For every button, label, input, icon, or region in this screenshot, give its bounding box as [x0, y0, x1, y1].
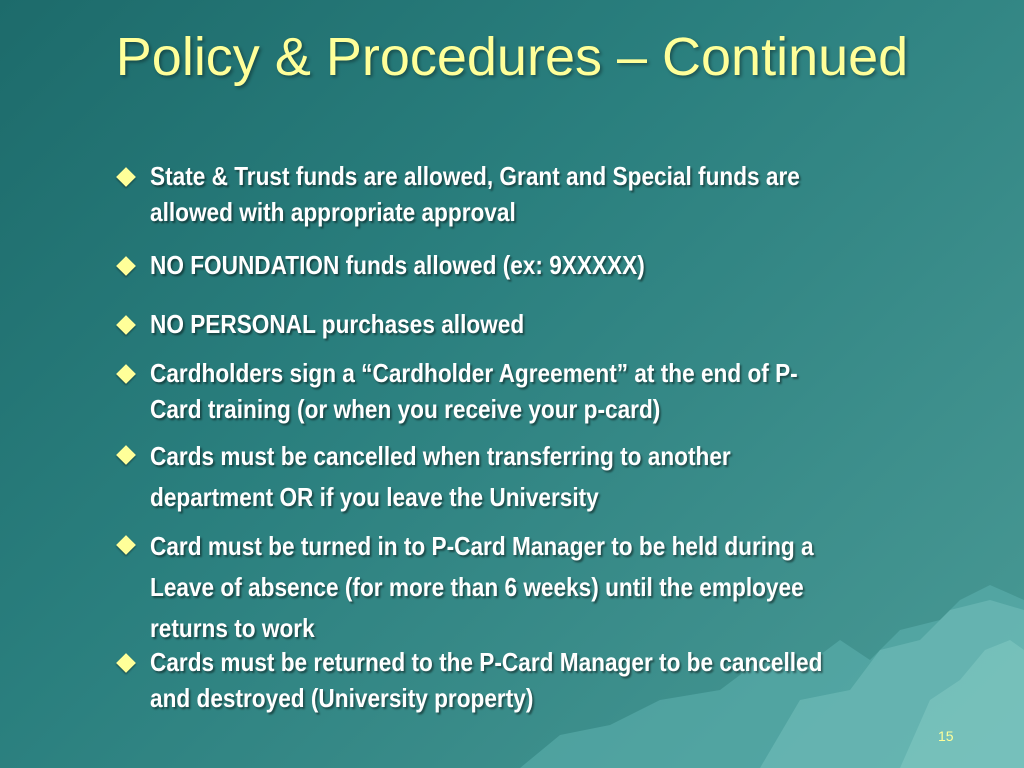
diamond-bullet-icon: [116, 535, 136, 555]
diamond-bullet-icon: [116, 445, 136, 465]
bullet-text: Card must be turned in to P-Card Manager to be held during a Leave of absence (for more than 6 weeks) until the employee returns to work: [150, 531, 814, 643]
bullet-item: [114, 644, 994, 716]
bullet-item: [114, 436, 994, 518]
bullet-text: Cardholders sign a “Cardholder Agreement” at the end of P- Card training (or when you receive your p-card): [150, 358, 798, 424]
slide-title: Policy & Procedures – Continued: [115, 27, 909, 87]
bullet-text: NO PERSONAL purchases allowed: [150, 309, 525, 339]
bullet-item: [114, 306, 994, 342]
diamond-bullet-icon: [116, 167, 136, 187]
page-number: 15: [938, 728, 954, 744]
diamond-bullet-icon: [116, 315, 136, 335]
bullet-item: [114, 158, 994, 230]
bullet-item: [114, 526, 994, 649]
bullet-text: State & Trust funds are allowed, Grant and Special funds are allowed with appropriate approval: [150, 161, 800, 227]
diamond-bullet-icon: [116, 653, 136, 673]
bullet-text: Cards must be returned to the P-Card Manager to be cancelled and destroyed (University property): [150, 647, 823, 713]
diamond-bullet-icon: [116, 256, 136, 276]
bullet-text: Cards must be cancelled when transferring to another department OR if you leave the University: [150, 441, 731, 512]
bullet-item: [114, 247, 994, 283]
diamond-bullet-icon: [116, 364, 136, 384]
bullet-item: [114, 355, 994, 427]
bullet-text: NO FOUNDATION funds allowed (ex: 9XXXXX): [150, 250, 645, 280]
